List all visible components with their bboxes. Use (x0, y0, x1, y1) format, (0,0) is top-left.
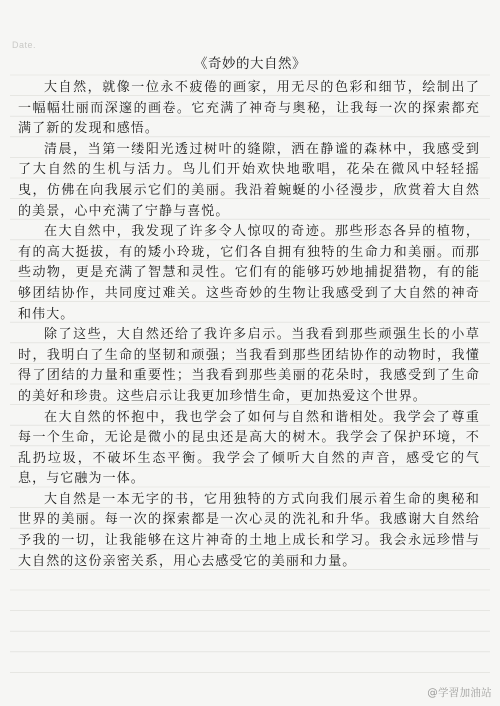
paragraph: 除了这些，大自然还给了我许多启示。当我看到那些顽强生长的小草时，我明白了生命的坚韧和顽强；当我看到那些团结协作的动物时，我懂得了团结的力量和重要性；当我看到那些美丽的花朵时，我感受到了生命的美好和珍贵。这些启示让我更加珍惜生命，更加热爱这个世界。 (18, 327, 480, 404)
essay-title: 《奇妙的大自然》 (194, 56, 306, 72)
watermark: @学習加油站 (427, 687, 492, 699)
paragraph: 清晨，当第一缕阳光透过树叶的缝隙，洒在静谧的森林中，我感受到了大自然的生机与活力。鸟儿们开始欢快地歌唱，花朵在微风中轻轻摇曳，仿佛在向我展示它们的美丽。我沿着蜿蜒的小径漫步，欣赏着大自然的美景，心中充满了宁静与喜悦。 (18, 141, 480, 219)
essay-body (18, 78, 480, 572)
paragraph: 大自然是一本无字的书，它用独特的方式向我们展示着生命的奥秘和世界的美丽。每一次的探索都是一次心灵的洗礼和升华。我感谢大自然给予我的一切，让我能够在这片神奇的土地上成长和学习。我会永远珍惜与大自然的这份亲密关系，用心去感受它的美丽和力量。 (18, 491, 480, 569)
paragraph: 在大自然的怀抱中，我也学会了如何与自然和谐相处。我学会了尊重每一个生命，无论是微小的昆虫还是高大的树木。我学会了保护环境，不乱扔垃圾，不破坏生态平衡。我学会了倾听大自然的声音，感受它的气息，与它融为一体。 (18, 409, 480, 487)
paragraph: 大自然，就像一位永不疲倦的画家，用无尽的色彩和细节，绘制出了一幅幅壮丽而深邃的画卷。它充满了神奇与奥秘，让我每一次的探索都充满了新的发现和感悟。 (18, 80, 480, 137)
date-label: Date. (12, 40, 37, 50)
paragraph: 在大自然中，我发现了许多令人惊叹的奇迹。那些形态各异的植物，有的高大挺拔，有的矮小玲珑，它们各自拥有独特的生命力和美丽。而那些动物，更是充满了智慧和灵性。它们有的能够巧妙地捕捉猎物，有的能够团结协作，共同度过难关。这些奇妙的生物让我感受到了大自然的神奇和伟大。 (18, 224, 480, 322)
